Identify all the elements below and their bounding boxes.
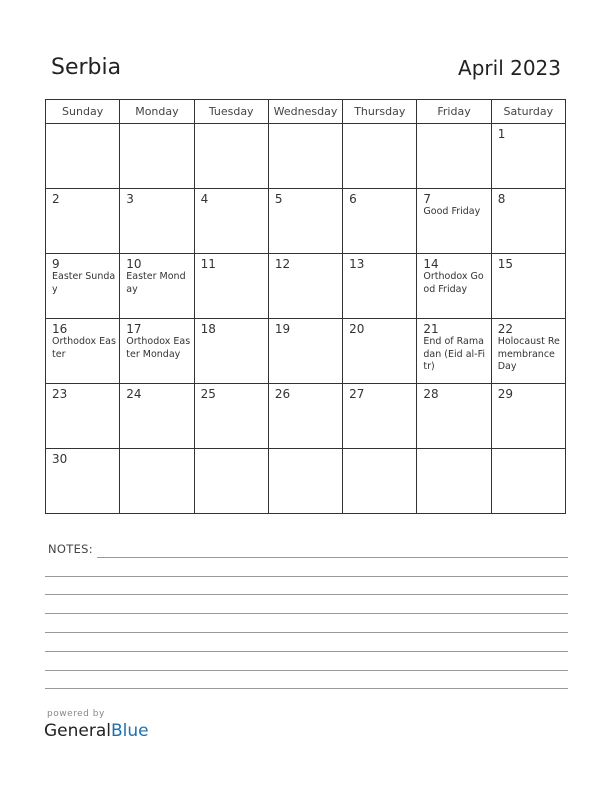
day-cell xyxy=(194,189,268,254)
day-number: 6 xyxy=(349,192,357,206)
notes-label: NOTES: xyxy=(48,542,93,556)
day-number: 25 xyxy=(200,387,216,401)
day-number: 30 xyxy=(52,452,68,466)
day-cell xyxy=(417,319,491,384)
day-number xyxy=(195,449,268,453)
day-cell xyxy=(194,384,268,449)
note-line xyxy=(45,651,568,652)
day-cell xyxy=(491,254,565,319)
weekday-thursday: Thursday xyxy=(343,100,417,124)
note-line xyxy=(45,670,568,671)
day-cell xyxy=(417,384,491,449)
day-cell xyxy=(46,449,120,514)
note-line xyxy=(97,557,568,558)
week-row xyxy=(46,189,566,254)
brand-logo xyxy=(44,721,149,741)
weekday-friday: Friday xyxy=(417,100,491,124)
day-cell xyxy=(343,384,417,449)
note-line xyxy=(45,632,568,633)
day-number: 7 xyxy=(423,192,432,206)
day-number: 23 xyxy=(52,387,68,401)
day-number: 9 xyxy=(52,257,60,271)
day-cell xyxy=(120,254,194,319)
brand-name-part2: Blue xyxy=(111,721,149,741)
day-cell xyxy=(268,254,342,319)
day-cell xyxy=(491,449,565,514)
weekday-monday: Monday xyxy=(120,100,194,124)
holiday-label: Orthodox Good Friday xyxy=(423,271,484,295)
holiday-label: Easter Monday xyxy=(126,271,186,295)
note-line xyxy=(45,594,568,595)
day-cell xyxy=(343,449,417,514)
day-number: 29 xyxy=(497,387,513,401)
day-number: 2 xyxy=(52,192,60,206)
day-cell xyxy=(194,254,268,319)
day-cell xyxy=(268,449,342,514)
day-cell xyxy=(194,319,268,384)
day-number: 28 xyxy=(423,387,439,401)
day-number: 14 xyxy=(423,257,439,271)
day-cell xyxy=(417,189,491,254)
day-number: 27 xyxy=(349,387,365,401)
day-number: 22 xyxy=(497,322,513,336)
day-cell xyxy=(417,449,491,514)
day-cell xyxy=(46,189,120,254)
day-number xyxy=(417,449,490,453)
day-number: 1 xyxy=(497,127,506,141)
day-number xyxy=(417,124,490,128)
calendar-grid xyxy=(45,99,566,514)
day-cell xyxy=(343,254,417,319)
day-cell xyxy=(46,384,120,449)
day-number: 12 xyxy=(274,257,291,271)
day-number: 15 xyxy=(497,257,513,271)
day-number: 20 xyxy=(349,322,365,336)
day-cell xyxy=(46,254,120,319)
day-cell xyxy=(491,384,565,449)
holiday-label: Orthodox Easter xyxy=(52,336,116,360)
week-row xyxy=(46,319,566,384)
day-cell xyxy=(194,449,268,514)
weekday-wednesday: Wednesday xyxy=(268,100,342,124)
day-cell xyxy=(120,124,194,189)
holiday-label: Easter Sunday xyxy=(52,271,116,295)
day-cell xyxy=(343,319,417,384)
day-number xyxy=(120,449,193,453)
day-cell xyxy=(46,124,120,189)
day-number xyxy=(343,124,416,128)
day-cell xyxy=(268,319,342,384)
day-number: 3 xyxy=(126,192,134,206)
day-number: 17 xyxy=(126,322,142,336)
calendar-body xyxy=(46,124,566,514)
day-cell xyxy=(491,124,565,189)
day-cell xyxy=(491,319,565,384)
holiday-label: Good Friday xyxy=(423,206,481,217)
day-number: 4 xyxy=(200,192,209,206)
day-cell xyxy=(120,319,194,384)
day-number xyxy=(120,124,193,128)
day-cell xyxy=(194,124,268,189)
day-number: 13 xyxy=(349,257,365,271)
day-number: 24 xyxy=(126,387,142,401)
day-cell xyxy=(46,319,120,384)
note-line xyxy=(45,576,568,577)
weekday-saturday: Saturday xyxy=(491,100,565,124)
day-cell xyxy=(268,189,342,254)
day-number: 8 xyxy=(497,192,506,206)
day-number xyxy=(343,449,416,453)
note-line xyxy=(45,688,568,689)
day-cell xyxy=(268,384,342,449)
week-row xyxy=(46,449,566,514)
powered-by-text: powered by xyxy=(47,709,105,719)
day-number: 11 xyxy=(200,257,216,271)
holiday-label: End of Ramadan (Eid al-Fitr) xyxy=(423,336,485,372)
day-cell xyxy=(417,254,491,319)
week-row xyxy=(46,124,566,189)
day-number xyxy=(269,449,342,453)
country-title: Serbia xyxy=(51,55,122,80)
note-line xyxy=(45,613,568,614)
day-cell xyxy=(417,124,491,189)
weekday-tuesday: Tuesday xyxy=(194,100,268,124)
weekday-header-row xyxy=(46,100,566,124)
brand-name-part1: General xyxy=(44,721,111,741)
day-number xyxy=(195,124,268,128)
day-number: 16 xyxy=(52,322,68,336)
weekday-sunday: Sunday xyxy=(46,100,120,124)
day-number xyxy=(492,449,565,453)
month-title: April 2023 xyxy=(458,56,561,80)
day-cell xyxy=(343,124,417,189)
holiday-label: Holocaust Remembrance Day xyxy=(497,336,560,372)
day-cell xyxy=(120,449,194,514)
day-number: 21 xyxy=(423,322,439,336)
day-number: 19 xyxy=(274,322,291,336)
day-number: 10 xyxy=(126,257,142,271)
week-row xyxy=(46,254,566,319)
day-number: 5 xyxy=(274,192,283,206)
day-number: 26 xyxy=(274,387,291,401)
day-cell xyxy=(120,189,194,254)
day-cell xyxy=(343,189,417,254)
day-cell xyxy=(120,384,194,449)
day-number xyxy=(269,124,342,128)
day-number xyxy=(46,124,119,128)
day-cell xyxy=(268,124,342,189)
day-number: 18 xyxy=(200,322,216,336)
holiday-label: Orthodox Easter Monday xyxy=(126,336,191,360)
week-row xyxy=(46,384,566,449)
day-cell xyxy=(491,189,565,254)
